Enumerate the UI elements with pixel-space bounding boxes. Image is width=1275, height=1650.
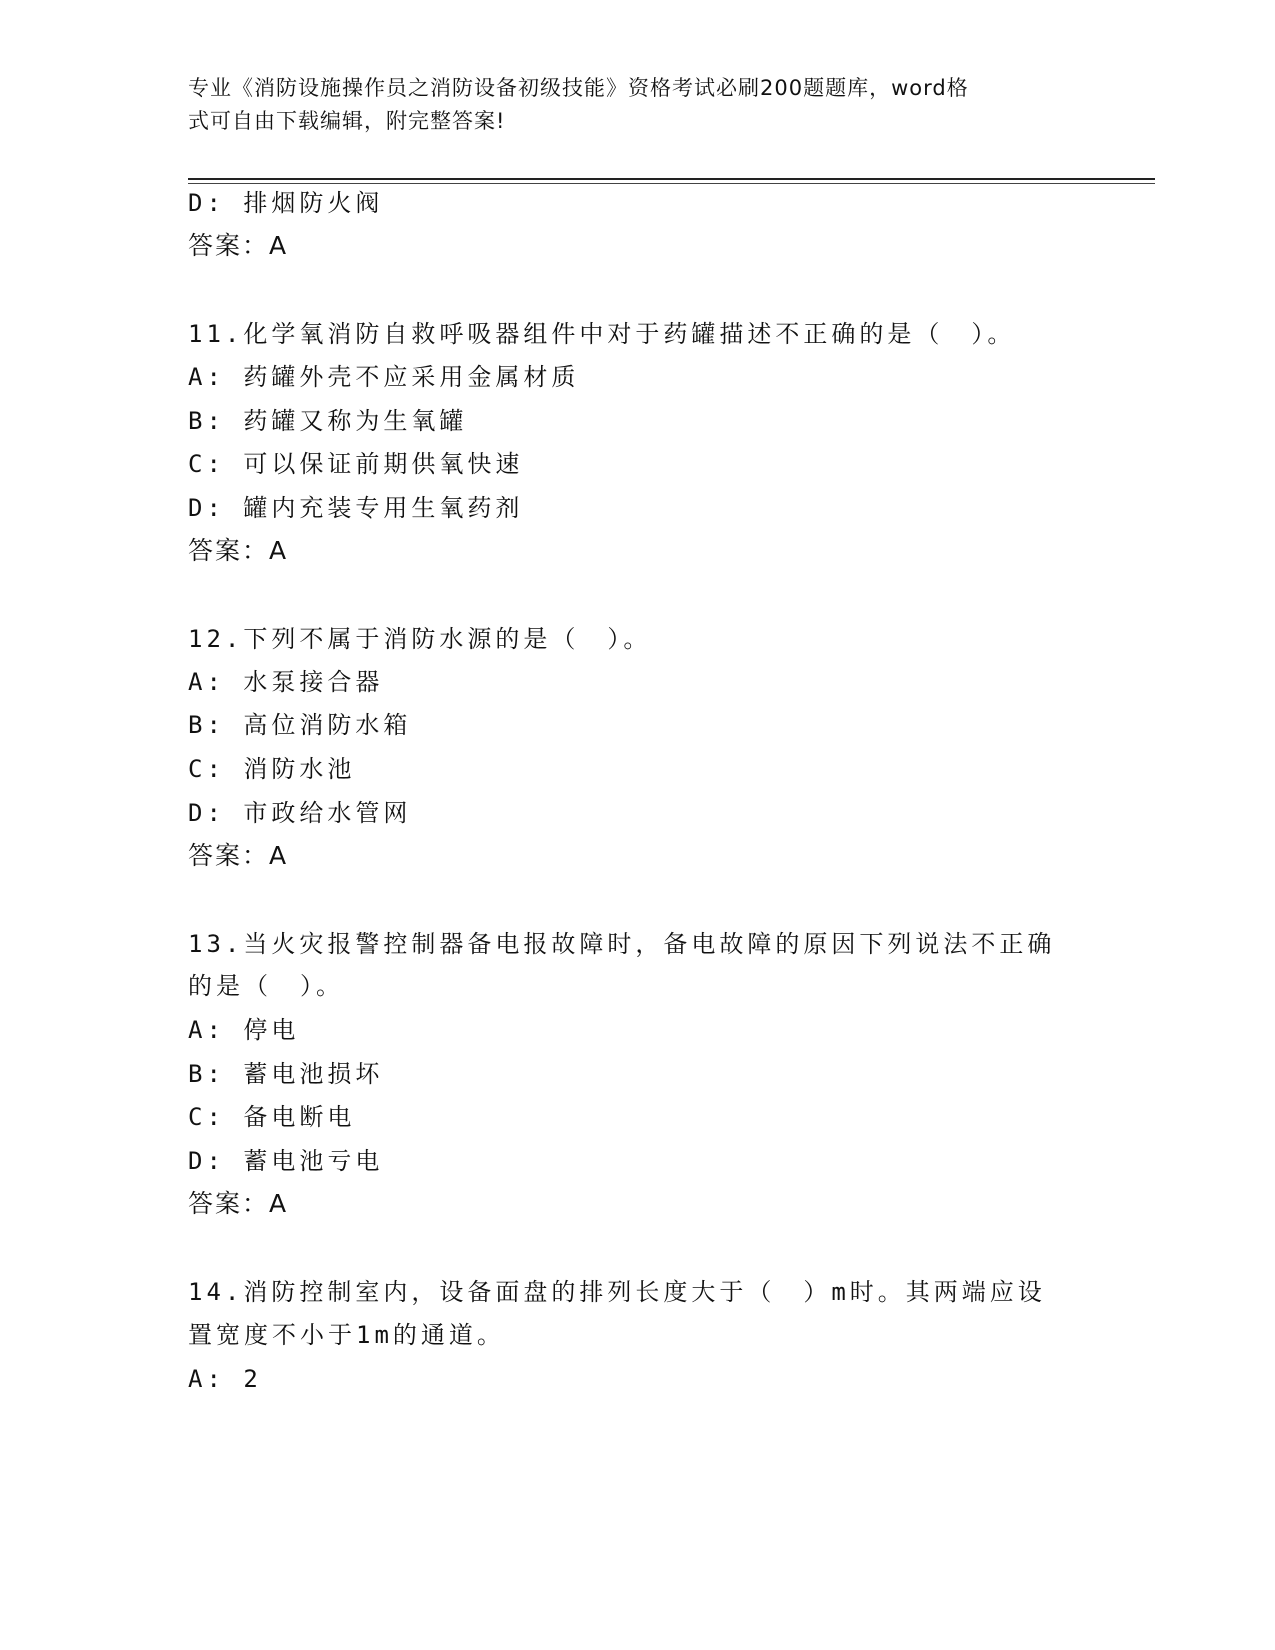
header-divider-thin — [188, 183, 1155, 184]
document-header — [188, 72, 1068, 138]
header-divider-thick — [188, 178, 1155, 180]
prev-option-d: D: 排烟防火阀 — [188, 189, 384, 217]
q12-option-a: A: 水泵接合器 — [188, 668, 384, 696]
header-line-1: 专业《消防设施操作员之消防设备初级技能》资格考试必刷200题题库，word格 — [188, 76, 969, 100]
prev-answer: 答案：A — [188, 231, 289, 260]
q12-option-d: D: 市政给水管网 — [188, 799, 412, 827]
q14-option-a: A: 2 — [188, 1365, 262, 1393]
q11-option-d: D: 罐内充装专用生氧药剂 — [188, 494, 524, 522]
q13-answer: 答案：A — [188, 1189, 289, 1218]
header-line-2: 式可自由下载编辑，附完整答案! — [188, 109, 506, 133]
q14-question-line-1: 14.消防控制室内，设备面盘的排列长度大于（ ）m时。其两端应设 — [188, 1278, 1046, 1306]
q12-answer: 答案：A — [188, 841, 289, 870]
q13-option-d: D: 蓄电池亏电 — [188, 1147, 384, 1175]
q12-question: 12.下列不属于消防水源的是（ ）。 — [188, 625, 652, 653]
q13-option-b: B: 蓄电池损坏 — [188, 1060, 384, 1088]
q13-option-c: C: 备电断电 — [188, 1103, 356, 1131]
q14-question-line-2: 置宽度不小于1m的通道。 — [188, 1321, 505, 1349]
q11-option-b: B: 药罐又称为生氧罐 — [188, 407, 468, 435]
q12-option-b: B: 高位消防水箱 — [188, 711, 412, 739]
q11-question: 11.化学氧消防自救呼吸器组件中对于药罐描述不正确的是（ ）。 — [188, 320, 1016, 348]
q13-question-line-1: 13.当火灾报警控制器备电报故障时，备电故障的原因下列说法不正确 — [188, 930, 1056, 958]
q13-option-a: A: 停电 — [188, 1016, 300, 1044]
q11-option-a: A: 药罐外壳不应采用金属材质 — [188, 363, 580, 391]
q13-question-line-2: 的是（ ）。 — [188, 972, 344, 1000]
q12-option-c: C: 消防水池 — [188, 755, 356, 783]
q11-option-c: C: 可以保证前期供氧快速 — [188, 450, 524, 478]
q11-answer: 答案：A — [188, 536, 289, 565]
